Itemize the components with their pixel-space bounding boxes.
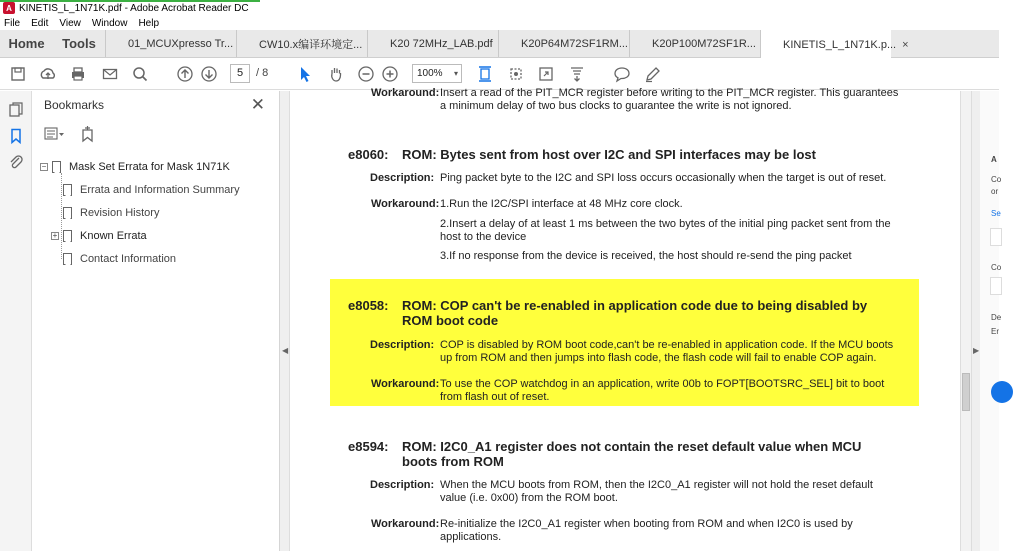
menu-view[interactable]: View	[59, 17, 81, 29]
title-bar	[0, 0, 999, 16]
acrobat-app-icon: A	[3, 2, 15, 14]
menu-bar	[0, 16, 999, 30]
bookmark-root[interactable]	[40, 161, 230, 173]
workaround-text: host to the device	[440, 231, 527, 243]
doc-tab-label: CW10.x编译环境定...	[259, 38, 363, 51]
next-page-icon[interactable]	[200, 65, 218, 83]
chevron-down-icon: ▾	[453, 69, 458, 78]
bookmark-flag-icon	[52, 161, 61, 173]
menu-edit[interactable]: Edit	[31, 17, 49, 29]
right-pane-text: Co	[991, 175, 1002, 184]
right-pane-field[interactable]	[990, 228, 1002, 246]
erratum-id: e8060:	[348, 147, 389, 162]
doc-tab-label: K20 72MHz_LAB.pdf	[390, 37, 493, 50]
bookmarks-title: Bookmarks	[44, 98, 105, 112]
collapse-toggle[interactable]: −	[41, 162, 47, 171]
panel-splitter-left[interactable]	[280, 91, 290, 551]
comment-icon[interactable]	[613, 65, 631, 83]
workaround-text: To use the COP watchdog in an application, write 00b to FOPT[BOOTSRC_SEL] bit to boot	[440, 378, 885, 390]
zoom-select[interactable]	[412, 64, 462, 83]
doc-tab[interactable]	[498, 30, 629, 57]
erratum-title: ROM boot code	[402, 313, 499, 328]
select-cursor-icon[interactable]	[296, 65, 314, 83]
workaround-text: 1.Run the I2C/SPI interface at 48 MHz core clock.	[440, 198, 683, 210]
tab-strip	[0, 30, 999, 58]
panel-splitter-right[interactable]	[971, 91, 980, 551]
doc-tab-label: 01_MCUXpresso Tr...	[128, 37, 234, 50]
page-number-input[interactable]: 5	[230, 64, 250, 83]
close-panel-icon[interactable]: ✕	[250, 95, 265, 114]
workaround-text: 2.Insert a delay of at least 1 ms between the two bytes of the initial ping packet sent from the	[440, 218, 891, 230]
description-text: value (i.e. 0x00) from the ROM boot.	[440, 492, 618, 504]
page-thumbnails-icon[interactable]	[8, 102, 24, 118]
doc-tab[interactable]	[367, 30, 498, 57]
bookmark-flag-icon	[63, 253, 72, 265]
fit-page-icon[interactable]	[476, 65, 494, 83]
bookmark-options-icon[interactable]	[44, 125, 66, 143]
full-screen-icon[interactable]	[537, 65, 555, 83]
tree-guide-line	[61, 173, 62, 259]
workaround-text: a minimum delay of two bus clocks to guarantee the write is not ignored.	[440, 100, 792, 112]
menu-help[interactable]: Help	[138, 17, 160, 29]
bookmark-item[interactable]	[63, 207, 159, 219]
bookmark-label: Errata and Information Summary	[80, 184, 240, 196]
primary-action-button[interactable]	[991, 381, 1013, 403]
doc-tab-label: KINETIS_L_1N71K.p...	[783, 38, 897, 51]
upload-cloud-icon[interactable]	[39, 65, 57, 83]
window-title: KINETIS_L_1N71K.pdf - Adobe Acrobat Reader DC	[19, 2, 249, 14]
description-label: Description:	[370, 479, 435, 491]
doc-tab-label: K20P100M72SF1R...	[652, 37, 756, 50]
right-pane-field[interactable]	[990, 277, 1002, 295]
bookmark-item[interactable]	[51, 230, 147, 242]
bookmark-flag-icon	[63, 207, 72, 219]
bookmarks-toolbar	[44, 125, 98, 145]
doc-tab-active[interactable]	[760, 30, 909, 59]
workaround-text: from flash out of reset.	[440, 391, 550, 403]
right-pane-text: A	[991, 155, 997, 164]
rotate-icon[interactable]	[507, 65, 525, 83]
bookmark-label: Contact Information	[80, 253, 176, 265]
zoom-in-icon[interactable]	[381, 65, 399, 83]
bookmark-label: Known Errata	[80, 230, 147, 242]
email-icon[interactable]	[101, 65, 119, 83]
previous-page-icon[interactable]	[176, 65, 194, 83]
workaround-label: Workaround:	[371, 518, 440, 530]
scrollbar-thumb[interactable]	[962, 373, 970, 411]
description-label: Description:	[370, 339, 435, 351]
bookmark-item[interactable]	[63, 253, 176, 265]
description-text: up from ROM and then jumps into flash code, the flash code will fail to enable COP again.	[440, 352, 877, 364]
vertical-scrollbar[interactable]	[960, 91, 971, 551]
hand-tool-icon[interactable]	[327, 65, 345, 83]
new-bookmark-icon[interactable]	[78, 125, 98, 143]
progress-accent-line	[0, 0, 260, 2]
close-tab-icon[interactable]: ×	[902, 38, 909, 51]
workaround-label: Workaround:	[371, 87, 440, 99]
bookmark-item[interactable]	[63, 184, 240, 196]
tab-home[interactable]: Home	[8, 36, 45, 51]
doc-tab[interactable]	[236, 30, 367, 57]
bookmark-label: Revision History	[80, 207, 160, 219]
erratum-id: e8594:	[348, 439, 389, 454]
bookmarks-panel	[32, 91, 280, 551]
attachment-icon[interactable]	[8, 154, 24, 170]
doc-tab-label: K20P64M72SF1RM...	[521, 37, 628, 50]
workaround-text: Insert a read of the PIT_MCR register before writing to the PIT_MCR register. This guarantees	[440, 87, 899, 99]
description-text: Ping packet byte to the I2C and SPI loss occurs occasionally when the target is out of reset.	[440, 172, 887, 184]
right-pane-text: Co	[991, 263, 1002, 272]
main-toolbar	[0, 58, 999, 90]
save-icon[interactable]	[9, 65, 27, 83]
expand-toggle[interactable]: +	[52, 231, 58, 240]
description-text: COP is disabled by ROM boot code,can't be re-enabled in application code. If the MCU boots	[440, 339, 894, 351]
scroll-mode-icon[interactable]	[568, 65, 586, 83]
erratum-title: ROM: Bytes sent from host over I2C and SPI interfaces may be lost	[402, 147, 816, 162]
description-label: Description:	[370, 172, 435, 184]
description-text: When the MCU boots from ROM, then the I2C0_A1 register will not hold the reset default	[440, 479, 873, 491]
print-icon[interactable]	[69, 65, 87, 83]
zoom-out-icon[interactable]	[357, 65, 375, 83]
bookmark-flag-icon	[63, 184, 72, 196]
right-pane-text: or	[991, 187, 999, 196]
workaround-text: applications.	[440, 531, 502, 543]
highlight-pen-icon[interactable]	[644, 65, 662, 83]
workaround-text: Re-initialize the I2C0_A1 register when booting from ROM and when I2C0 is used by	[440, 518, 853, 530]
workaround-label: Workaround:	[371, 378, 440, 390]
collapse-arrow-icon[interactable]: ◀	[282, 346, 289, 355]
bookmark-flag-icon	[63, 230, 72, 242]
tools-pane	[980, 91, 1002, 551]
zoom-value: 100%	[417, 68, 443, 79]
right-pane-link[interactable]: Se	[991, 209, 1001, 218]
menu-window[interactable]: Window	[91, 17, 128, 29]
erratum-title: boots from ROM	[402, 454, 504, 469]
workaround-text: 3.If no response from the device is received, the host should re-send the ping packet	[440, 250, 852, 262]
document-view[interactable]	[290, 87, 960, 551]
doc-tab[interactable]	[105, 30, 236, 57]
tab-tools[interactable]: Tools	[62, 36, 96, 51]
erratum-title: ROM: I2C0_A1 register does not contain the reset default value when MCU	[402, 439, 862, 454]
page-total: / 8	[256, 67, 269, 79]
erratum-id: e8058:	[348, 298, 389, 313]
search-icon[interactable]	[131, 65, 149, 83]
right-pane-text: De	[991, 313, 1002, 322]
workaround-label: Workaround:	[371, 198, 440, 210]
doc-tab[interactable]	[629, 30, 760, 57]
right-pane-text: Er	[991, 327, 999, 336]
navigation-rail	[0, 91, 32, 551]
expand-arrow-icon[interactable]: ▶	[973, 346, 980, 355]
bookmark-label: Mask Set Errata for Mask 1N71K	[69, 161, 230, 173]
menu-file[interactable]: File	[4, 17, 21, 29]
erratum-title: ROM: COP can't be re-enabled in application code due to being disabled by	[402, 298, 868, 313]
bookmark-icon[interactable]	[8, 128, 24, 144]
